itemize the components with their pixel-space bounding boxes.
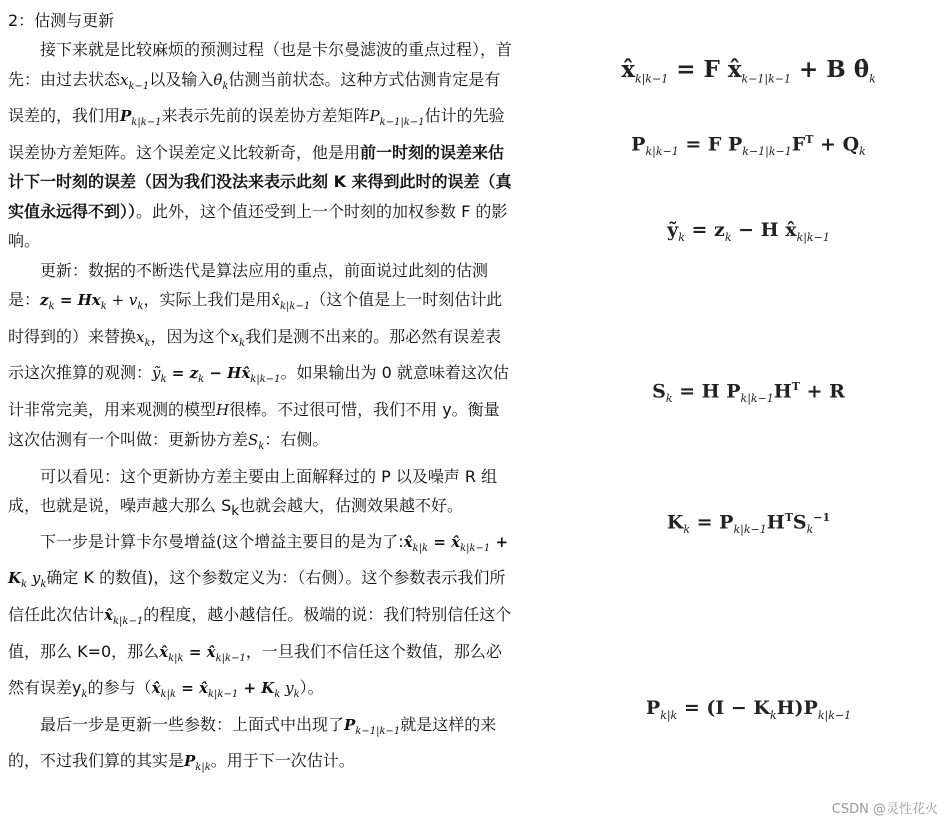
eq-sub: k|k−1	[817, 708, 852, 722]
eq-term: + Q	[813, 133, 860, 156]
eq-term: x̂	[621, 56, 635, 83]
text: 。此外，这个值还受到上一个时刻的加权参数 F 的影响。	[8, 201, 508, 251]
eq-term: P	[645, 697, 661, 719]
math-P: P	[184, 752, 196, 771]
eq-term: = z	[684, 219, 725, 241]
math-sub: k−1	[128, 81, 150, 92]
math-x: x	[120, 70, 129, 89]
math-sub: k	[274, 689, 281, 701]
eq-sub: k	[678, 230, 685, 244]
text-column	[8, 6, 514, 783]
equation-covariance-update	[545, 697, 952, 722]
text: 以及输入	[149, 69, 214, 89]
math-y: y	[27, 569, 41, 588]
eq-sub: k	[806, 523, 814, 537]
text: 很棒。不过很可惜，我们不用 y。衡量这次估测有一个叫做：更新协方差	[8, 399, 500, 450]
eq-term: P	[631, 133, 646, 156]
math-sub: k|k	[168, 652, 184, 664]
math-v: + v	[106, 291, 138, 310]
text: 可以看见：这个更新协方差主要由上面解释过的 P 以及噪声 R 组成，也就是说，噪声越大那么 S	[8, 466, 498, 516]
math-sub: k	[144, 337, 151, 349]
math-sub: k	[137, 301, 144, 313]
equation-innovation	[545, 219, 952, 244]
math-K: + K	[238, 679, 275, 698]
text: ，一旦我们不信任这个数值，那么必然有误差y	[8, 641, 502, 698]
text: 更新：数据的不断迭代是算法应用的重点，前面说过此刻的估测是：	[8, 260, 489, 310]
math-Hxhat: − Hx̂	[204, 364, 251, 383]
math-H: H	[216, 400, 230, 419]
eq-term: H	[773, 380, 792, 403]
bold-emphasis: 前一时刻的误差来估计下一时刻的误差（因为我们没法来表示此刻 K 来得到此时的误差（真实值永远得不到））	[8, 143, 512, 221]
eq-term: = F P	[678, 133, 743, 156]
text: 接下来就是比较麻烦的预测过程（也是卡尔曼滤波的重点过程），首先：由过去状态	[8, 40, 513, 89]
math-sub: k	[198, 374, 205, 386]
eq-term: F	[791, 133, 806, 156]
text: ，实际上我们是用	[143, 290, 272, 310]
equation-state-prediction	[545, 56, 952, 86]
eq-sub: k	[869, 72, 876, 86]
text: ：右侧。	[264, 430, 329, 450]
math-sub: k	[48, 301, 55, 313]
equation-column	[545, 0, 952, 823]
eq-sub: k	[859, 145, 866, 159]
eq-sup: T	[805, 133, 814, 146]
math-sub: k−1|k−1	[355, 725, 401, 737]
math-P: P	[369, 107, 380, 126]
math-sub: k|k	[195, 762, 211, 774]
math-sub: k|k−1	[112, 616, 144, 628]
text: 也就会越大，估测效果越不好。	[238, 496, 463, 516]
math-ytilde: ỹ	[152, 364, 161, 383]
eq-sub: k|k−1	[796, 230, 830, 244]
text: 的参与（	[87, 678, 152, 698]
math-S: S	[248, 431, 259, 450]
paragraph-final-step	[8, 710, 514, 783]
math-sub: k|k−1	[207, 689, 239, 701]
math-sub: k|k−1	[131, 117, 162, 129]
eq-term: H)P	[776, 697, 818, 719]
text: 就是这样的来的，不过我们算的其实是	[8, 714, 497, 771]
math-sub: k	[239, 337, 246, 349]
math-x: x	[230, 327, 240, 346]
eq-sub: k|k−1	[645, 145, 679, 159]
math-xhat: x̂	[104, 606, 113, 624]
paragraph-prediction	[8, 35, 514, 255]
eq-sub: k|k	[660, 708, 678, 722]
math-sub: k|k−1	[215, 652, 246, 664]
eq-term: S	[652, 380, 666, 403]
math-P: P	[120, 107, 132, 126]
eq-term: = H P	[672, 380, 741, 403]
math-theta: θ̇	[213, 70, 223, 89]
math-sub: k	[40, 579, 47, 591]
math-xhat: = x̂	[176, 679, 208, 698]
math-sub: k	[293, 689, 300, 701]
paragraph-update	[8, 256, 514, 462]
eq-term: ỹ	[667, 219, 679, 241]
eq-sup: T	[784, 511, 793, 524]
equation-innovation-covariance	[545, 380, 952, 405]
math-xhat: = x̂	[183, 642, 216, 661]
math-sub: k	[160, 374, 167, 386]
math-x: x	[136, 327, 145, 346]
math-z: z	[40, 291, 49, 310]
math-Hx: = Hx	[54, 291, 101, 310]
eq-term: − H x̂	[731, 219, 797, 241]
text: 。如果输出为 0 就意味着这次估计非常完美，用来观测的模型	[8, 363, 509, 419]
text: 估计的先验误差协方差矩阵。这个误差定义比较新奇，他是用	[8, 106, 505, 162]
math-xhat: x̂	[403, 532, 413, 551]
math-xhat: = x̂	[428, 532, 461, 551]
text: 最后一步是更新一些参数：上面式中出现了	[40, 714, 345, 734]
text: 。用于下一次估计。	[210, 751, 355, 771]
text: 来表示先前的误差协方差矩阵	[161, 106, 370, 126]
eq-sub: k|k−1	[634, 72, 669, 86]
watermark: CSDN @灵性花火	[831, 802, 938, 817]
eq-sub: k−1|k−1	[741, 72, 792, 86]
eq-term: = F x̂	[668, 56, 742, 83]
math-sub: k|k	[412, 543, 429, 554]
math-K: + K	[8, 532, 509, 588]
eq-sub: k|k−1	[740, 392, 774, 406]
eq-term: K	[666, 511, 684, 534]
math-y: y	[280, 679, 294, 698]
math-sub: k|k−1	[279, 301, 311, 313]
text: 确定 K 的数值)，这个参数定义为：（右侧）。这个参数表示我们所信任此次估计	[8, 568, 506, 624]
equation-covariance-prediction	[545, 133, 952, 158]
text: 的程度，越小越信任。极端的说：我们特别信任这个值，那么 K=0，那么	[8, 605, 512, 661]
math-sub: k|k	[160, 689, 177, 701]
text-sub: k	[231, 504, 239, 520]
text: ，因为这个	[150, 326, 231, 346]
math-xhat: x̂	[151, 679, 161, 698]
math-sub: k|k−1	[460, 543, 491, 554]
eq-term: + B θ̇	[791, 56, 870, 83]
section-heading: 2：估测与更新	[8, 11, 115, 30]
eq-term: = P	[690, 511, 734, 534]
eq-sup: −1	[813, 511, 831, 524]
eq-term: = (I − K	[677, 697, 770, 719]
text: 我们是测不出来的。那必然有误差表示这次推算的观测：	[8, 326, 502, 383]
eq-sub: k−1|k−1	[742, 145, 792, 159]
eq-sub: k	[724, 230, 732, 244]
text: 下一步是计算卡尔曼增益(这个增益主要目的是为了:	[40, 531, 404, 551]
math-sub: k−1|k−1	[379, 117, 425, 129]
math-P: P	[344, 715, 356, 734]
eq-term: + R	[799, 380, 845, 403]
eq-term: H	[766, 511, 785, 534]
text: 估测当前状态。这种方式估测肯定是有误差的，我们用	[8, 69, 501, 126]
eq-term: S	[792, 511, 807, 534]
text: （这个值是上一时刻估计此时得到的）来替换	[8, 290, 503, 346]
math-xhat: x̂	[271, 291, 280, 310]
math-z: = z	[166, 364, 199, 383]
math-sub: k	[21, 579, 28, 591]
eq-sub: k	[683, 523, 691, 537]
math-sub: k	[100, 301, 107, 313]
math-sub: k	[258, 441, 265, 453]
eq-sub: k	[665, 392, 673, 406]
eq-sub: k|k−1	[733, 523, 767, 537]
equation-kalman-gain	[545, 511, 952, 536]
math-sub: k|k−1	[250, 374, 281, 386]
paragraph-kalman-gain	[8, 527, 514, 710]
math-xhat: x̂	[159, 642, 169, 661]
text: ）。	[299, 678, 324, 698]
paragraph-covariance	[8, 462, 514, 527]
math-sub: k	[222, 81, 229, 92]
eq-sup: T	[791, 380, 800, 393]
math-sub: k	[81, 689, 88, 701]
eq-sub: k	[769, 708, 777, 722]
